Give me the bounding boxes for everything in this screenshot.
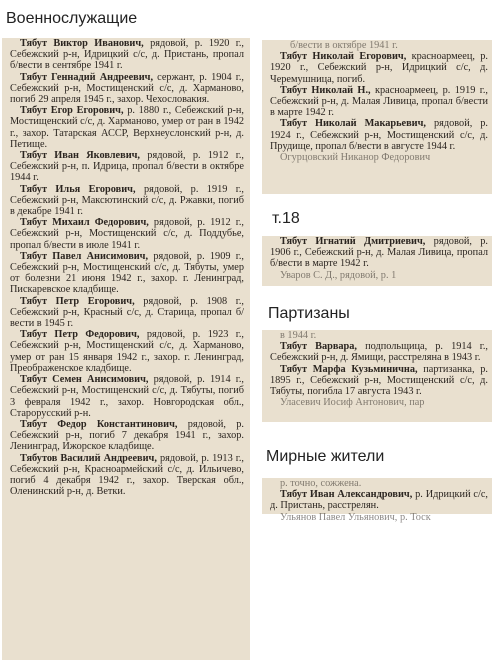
record-name: Тябут Илья Егорович,	[20, 183, 136, 195]
record-entry	[10, 38, 244, 72]
cut-line-bottom: Огурцовский Никанор Федорович	[280, 152, 431, 164]
record-entry	[10, 217, 244, 251]
record-name: Тябут Игнатий Дмитриевич,	[280, 236, 426, 247]
record-text: рядовой, р. 1924 г., Себежский р-н, Мостищенский с/с, д. Прудище, пропал б/вести в августе 1944 г.	[270, 118, 488, 152]
record-entry	[10, 105, 244, 150]
record-text: красноармеец, р. 1920 г., Себежский р-н, Идрицкий с/с, д. Черемушница, погиб.	[270, 51, 488, 85]
record-name: Тябут Павел Анисимович,	[20, 250, 149, 262]
record-text: рядовой, р. 1912 г., Себежский р-н, п. Идрица, пропал б/вести в октябре 1944 г.	[10, 150, 244, 184]
record-entry	[10, 72, 244, 106]
record-name: Тябут Михаил Федорович,	[20, 217, 149, 229]
record-text: р. 1880 г., Себежский р-н, Мостищенский с/с, д. Харманово, умер от ран в 1942 г., захор. Татарская АССР, Верхнеуслонский р-н, д. Петище.	[10, 105, 244, 150]
record-name: Тябут Марфа Кузьминична,	[280, 363, 418, 375]
record-text: красноармеец, р. 1919 г., Себежский р-н, д. Малая Ливица, пропал б/вести в марте 1942 г.	[270, 84, 488, 119]
record-text: подпольщица, р. 1914 г., Себежский р-н, д. Ямищи, расстреляна в 1943 г.	[270, 341, 488, 364]
record-entry	[270, 85, 488, 119]
record-name: Тябут Николай Макарьевич,	[280, 118, 426, 130]
record-name: Тябут Геннадий Андреевич,	[20, 71, 154, 83]
cut-line: в 1944 г.	[280, 330, 317, 341]
record-text: рядовой, р. 1908 г., Себежский р-н, Красный с/с, д. Старица, пропал б/вести в 1945 г.	[10, 295, 245, 330]
record-text: рядовой, р. 1912 г., Себежский р-н, Мостищенский с/с, д. Поддубье, пропал б/вести в июле 1941 г.	[10, 217, 245, 251]
record-name: Тябут Виктор Иванович,	[20, 38, 144, 49]
scan-partisans	[262, 330, 492, 422]
scan-civilians	[262, 478, 492, 523]
record-text: партизанка, р. 1895 г., Себежский р-н, Мостищенский с/с, д. Тябуты, погибла 17 августа 1943 г.	[270, 363, 488, 398]
record-entry	[270, 341, 488, 363]
record-entry	[270, 51, 488, 85]
record-name: Тябут Егор Егорович,	[20, 105, 124, 117]
record-entry	[10, 150, 244, 184]
record-entry	[270, 118, 488, 152]
cut-line-bottom: Ульянов Павел Ульянович, р. Тоск	[280, 511, 431, 523]
record-entry	[270, 489, 488, 511]
record-text: рядовой, р. 1906 г., Себежский р-н, д. Малая Ливица, пропал б/вести в марте 1942 г.	[270, 236, 489, 270]
record-name: Тябут Петр Федорович,	[20, 329, 140, 341]
scan-volume-18	[262, 236, 492, 286]
record-text: рядовой, р. 1923 г., Себежский р-н, Мостищенский с/с, д. Харманово, умер от ран 15 января 1942 г., захор. г. Ленинград, Преображенское кладбище.	[10, 329, 245, 374]
record-entry	[10, 251, 244, 296]
cut-line-bottom: Уласевич Иосиф Антонович, пар	[280, 397, 425, 409]
record-entry	[270, 236, 488, 270]
record-name: Тябутов Василий Андреевич,	[20, 452, 157, 464]
record-entry	[10, 184, 244, 218]
record-name: Тябут Петр Егорович,	[20, 295, 135, 307]
record-entry	[10, 374, 244, 419]
record-entry	[10, 453, 244, 498]
record-text: р. Идрицкий с/с, д. Пристань, расстрелян.	[270, 489, 489, 512]
heading-civilians: Мирные жители	[266, 448, 385, 465]
record-text: рядовой, р. 1920 г., Себежский р-н, Идрицкий с/с, д. Пристань, пропал б/вести в сентябре 1941 г.	[10, 38, 245, 72]
record-name: Тябут Николай Н.,	[280, 84, 371, 96]
record-text: рядовой, р. 1919 г., Себежский р-н, Максютинский с/с, д. Ржавки, погиб в декабре 1941 г.	[10, 183, 245, 218]
record-text: рядовой, р. 1914 г., Себежский р-н, Мостищенский с/с, д. Тябуты, погиб 3 февраля 1942 г., захор. Новгородская обл., Старорусский р-н.	[10, 374, 244, 419]
record-name: Тябут Николай Егорович,	[280, 51, 407, 63]
cut-line-bottom: Уваров С. Д., рядовой, р. 1	[280, 269, 397, 281]
record-entry	[10, 296, 244, 330]
record-text: рядовой, р. 1913 г., Себежский р-н, Красноармейский с/с, д. Ильичево, погиб 4 декабря 1942 г., захор. Тверская обл., Оленинский р-н, д. Ветки.	[10, 452, 244, 498]
record-text: рядовой, р. Себежский р-н, погиб 7 декабря 1941 г., захор. Ленинград, Ижорское кладбище.	[10, 418, 244, 453]
record-entry	[10, 419, 244, 453]
record-name: Тябут Варвара,	[280, 341, 358, 353]
record-name: Тябут Иван Яковлевич,	[20, 150, 141, 162]
record-name: Тябут Федор Константинович,	[20, 418, 178, 430]
heading-partisans: Партизаны	[268, 305, 350, 322]
heading-volume: т.18	[272, 210, 300, 227]
record-name: Тябут Иван Александрович,	[280, 489, 413, 501]
cut-line: р. точно, сожжена.	[280, 478, 362, 489]
record-entry	[270, 364, 488, 398]
record-text: рядовой, р. 1909 г., Себежский р-н, Мостищенский с/с, д. Тябуты, умер от болезни 21 июня 1942 г., захор. г. Ленинград, Пискаревское кладбище.	[10, 250, 244, 296]
record-name: Тябут Семен Анисимович,	[20, 374, 149, 386]
scan-military-continued	[262, 40, 492, 194]
scan-military-list	[2, 38, 250, 660]
cut-line: б/вести в октябре 1941 г.	[290, 40, 398, 51]
heading-military: Военнослужащие	[6, 10, 138, 27]
record-text: сержант, р. 1904 г., Себежский р-н, Мостищенский с/с, д. Харманово, погиб 29 апреля 1945 г., захор. Чехословакия.	[10, 71, 245, 106]
record-entry	[10, 329, 244, 374]
